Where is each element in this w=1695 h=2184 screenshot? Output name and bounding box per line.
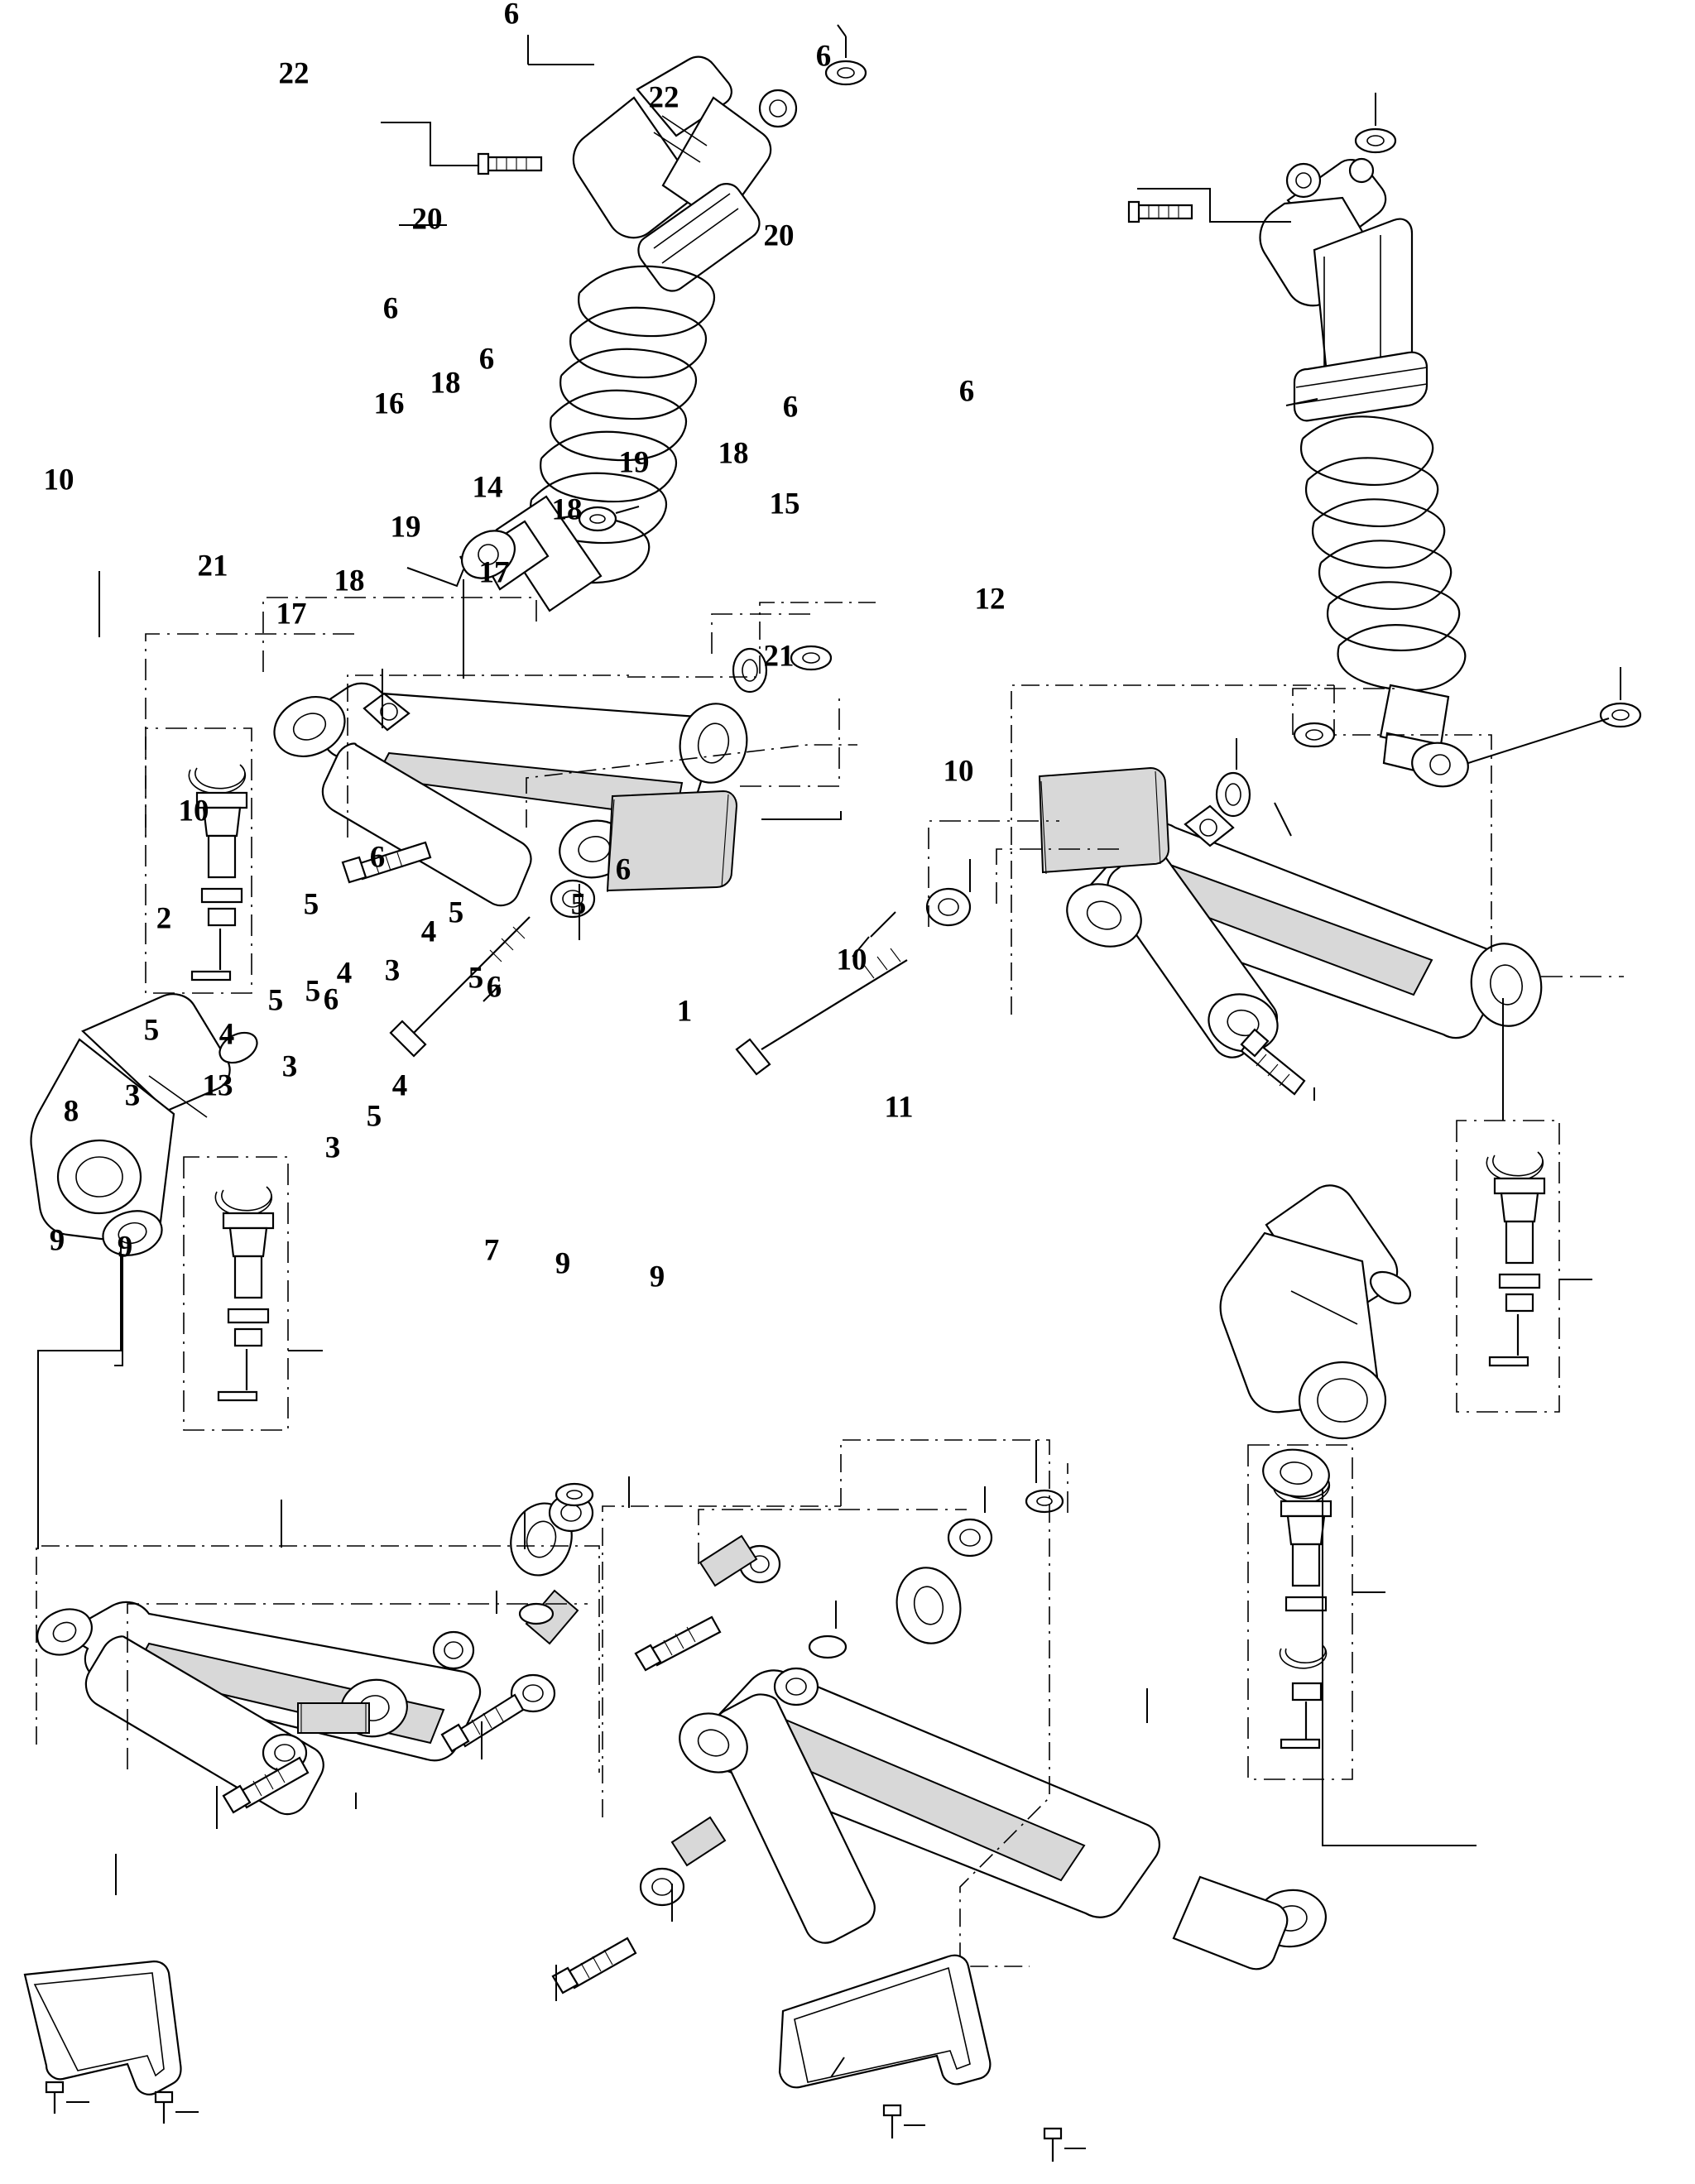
- bushing-5-lca-right-c: [775, 1668, 818, 1705]
- callout-4: 4: [218, 1017, 235, 1052]
- callout-21: 21: [197, 549, 228, 583]
- callout-9: 9: [649, 1260, 665, 1294]
- bolt-17-left: [391, 914, 530, 1056]
- bushing-18-right-a: [1217, 773, 1250, 816]
- callout-14: 14: [472, 470, 503, 505]
- callout-5: 5: [305, 974, 321, 1009]
- ball-joint-10-c: [1457, 998, 1592, 1412]
- skid-plate-left: [25, 1854, 199, 2124]
- callout-6: 6: [782, 390, 799, 425]
- sleeve-4-lca-right-b: [672, 1817, 725, 1865]
- callout-11: 11: [884, 1090, 914, 1125]
- callout-8: 8: [63, 1094, 79, 1129]
- nut-6-top-right: [1356, 129, 1395, 152]
- callout-5: 5: [448, 895, 464, 930]
- callout-6: 6: [815, 39, 832, 74]
- callout-10: 10: [943, 754, 974, 789]
- callout-17: 17: [478, 555, 510, 590]
- upper-control-arm-right: [737, 685, 1624, 1101]
- callout-3: 3: [384, 953, 401, 988]
- callout-10: 10: [178, 794, 209, 828]
- bushing-5-lca-left-b: [434, 1632, 473, 1668]
- nut-6-lca-left-b: [520, 1604, 553, 1624]
- nut-6-lca-right-a: [1026, 1490, 1063, 1512]
- nut-6-right-low: [1601, 703, 1640, 727]
- callout-15: 15: [769, 487, 800, 521]
- callout-3: 3: [281, 1049, 298, 1084]
- callout-3: 3: [124, 1078, 141, 1113]
- lower-control-arm-left: [30, 1476, 629, 1829]
- nut-6-lca-right-b: [809, 1636, 846, 1658]
- screw-9-left-b: [156, 2092, 172, 2124]
- nut-6-lca-left-a: [556, 1484, 593, 1505]
- bushing-18-left-a: [733, 649, 766, 692]
- ball-joint-10-d: [1248, 1445, 1385, 1779]
- bolt-21-left: [343, 842, 430, 882]
- callout-16: 16: [373, 386, 405, 421]
- screw-9-right-a: [884, 2105, 900, 2138]
- callout-6: 6: [615, 852, 631, 887]
- callout-2: 2: [156, 901, 172, 936]
- callout-3: 3: [324, 1130, 341, 1165]
- bushing-18-right-b: [927, 889, 970, 925]
- callout-1: 1: [676, 994, 693, 1029]
- callout-5: 5: [570, 887, 587, 922]
- callout-4: 4: [420, 914, 437, 949]
- callout-6: 6: [958, 374, 975, 409]
- screw-9-left-a: [46, 2082, 63, 2114]
- callout-10: 10: [836, 943, 867, 977]
- nut-6-lower-left: [579, 507, 616, 530]
- callout-5: 5: [143, 1013, 160, 1048]
- knuckle-right: [1221, 1185, 1477, 1846]
- callout-17: 17: [276, 597, 307, 631]
- callout-22: 22: [278, 56, 310, 91]
- callout-9: 9: [555, 1246, 571, 1281]
- bolt-22-left: [478, 154, 541, 174]
- callout-20: 20: [763, 218, 795, 253]
- callout-19: 19: [390, 510, 421, 545]
- callout-18: 18: [551, 492, 583, 527]
- callout-21: 21: [763, 639, 795, 674]
- callout-18: 18: [430, 366, 461, 401]
- bushing-5-lca-right-d: [641, 1869, 684, 1905]
- nut-6-top-left: [826, 61, 866, 84]
- lower-control-arm-right: [553, 1440, 1328, 2001]
- callout-13: 13: [202, 1068, 233, 1103]
- callout-6: 6: [503, 0, 520, 31]
- callout-6: 6: [369, 840, 386, 875]
- callout-12: 12: [974, 582, 1006, 617]
- nut-6-uca-left: [791, 646, 831, 670]
- callout-7: 7: [483, 1233, 500, 1268]
- sleeve-4-lca-left-a: [298, 1703, 369, 1733]
- callout-5: 5: [366, 1099, 382, 1134]
- bolt-3-lca-right-a: [636, 1617, 720, 1670]
- bolt-22-right: [1129, 202, 1192, 222]
- nut-6-uca-right: [1294, 723, 1334, 746]
- callout-10: 10: [43, 463, 74, 497]
- callout-6: 6: [323, 982, 339, 1017]
- callout-20: 20: [411, 202, 443, 237]
- screw-9-right-b: [1044, 2129, 1061, 2162]
- callout-5: 5: [303, 887, 319, 922]
- callout-9: 9: [117, 1230, 133, 1265]
- callout-18: 18: [718, 436, 749, 471]
- callout-19: 19: [618, 445, 650, 480]
- shock-right: [1129, 93, 1640, 791]
- callout-5: 5: [267, 983, 284, 1018]
- bolt-17-right: [737, 948, 907, 1074]
- callout-18: 18: [334, 564, 365, 598]
- callout-22: 22: [648, 80, 679, 115]
- skid-plate-right: [780, 1956, 1086, 2162]
- callout-4: 4: [391, 1068, 408, 1103]
- shock-left: [381, 25, 866, 611]
- callout-4: 4: [336, 956, 353, 991]
- bushing-5-lca-right-a: [948, 1519, 992, 1556]
- callout-5: 5: [468, 961, 484, 996]
- callout-9: 9: [49, 1223, 65, 1258]
- callout-6: 6: [486, 970, 502, 1005]
- callout-6: 6: [478, 342, 495, 377]
- callout-6: 6: [382, 291, 399, 326]
- bolt-3-lca-right-b: [553, 1938, 636, 1993]
